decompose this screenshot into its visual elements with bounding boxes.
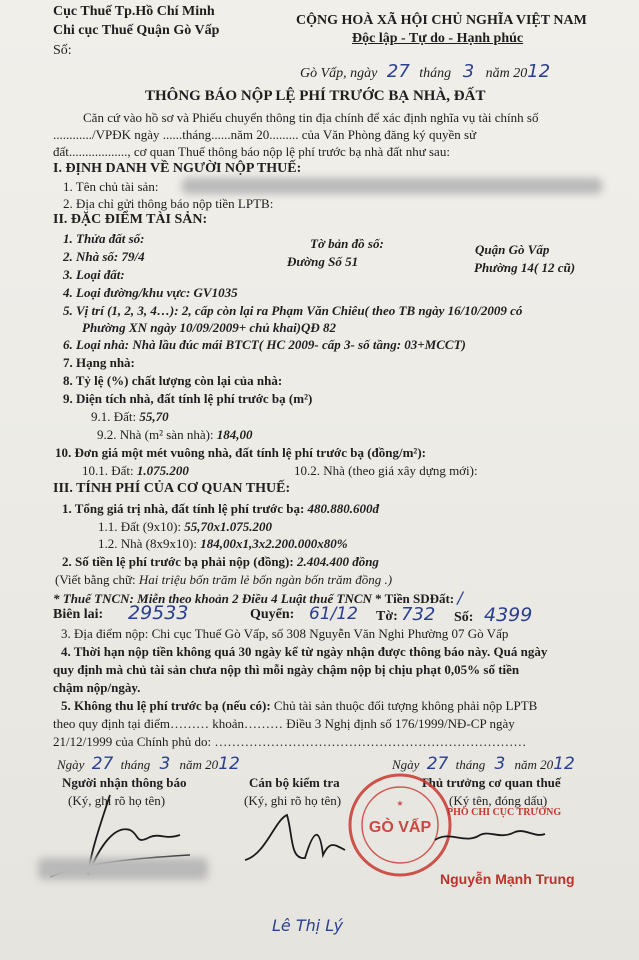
house-number-value: 79/4 [121, 249, 145, 264]
quality-ratio-label: 8. Tỷ lệ (%) chất lượng còn lại của nhà: [63, 373, 283, 388]
intro-line-3: đất.................., cơ quan Thuế thông báo nộp lệ phí trước bạ nhà đất như sau: [53, 144, 450, 159]
right-month: 3 [494, 754, 506, 774]
house-type [63, 338, 466, 351]
number-value: 4399 [484, 604, 533, 626]
left-day: 27 [91, 754, 114, 774]
right-day: 27 [426, 754, 449, 774]
document-number-label: Số: [53, 43, 72, 58]
total-value [62, 502, 379, 515]
signer-name: Nguyễn Mạnh Trung [440, 871, 575, 887]
notice-address-label: 2. Địa chỉ gửi thông báo nộp tiền LPTB: [63, 196, 274, 211]
floor-area-label: 9.2. Nhà (m² sàn nhà): [97, 427, 214, 442]
house-class-label: 7. Hạng nhà: [63, 355, 135, 370]
land-area [91, 410, 169, 423]
pit-label: * Thuế TNCN: [53, 591, 134, 606]
sheet-label: Tờ: [376, 609, 398, 624]
number-label: Số: [454, 610, 474, 625]
checker-name: Lê Thị Lý [272, 916, 344, 935]
fee-payable [62, 555, 379, 568]
receipt-value: 29533 [128, 602, 189, 624]
ward-value: 14( 12 cũ) [520, 260, 576, 275]
position-value-cont: Phường XN ngày 10/09/2009+ chủ khai)QĐ 82 [82, 320, 337, 335]
head-subtitle: (Ký tên, đóng dấu) [449, 793, 548, 808]
month-label: tháng [419, 66, 452, 81]
stamp-text: GÒ VẤP [368, 819, 432, 836]
land-area-value: 55,70 [139, 409, 169, 424]
date-month: 3 [462, 61, 475, 82]
payment-deadline-3: chậm nộp/ngày. [53, 680, 141, 695]
house-calc-value: 184,00x1,3x2.200.000x80% [200, 536, 348, 551]
total-value-amount: 480.880.600đ [307, 501, 380, 516]
area-label: 9. Diện tích nhà, đất tính lệ phí trước bạ (m²) [63, 391, 313, 406]
house-number-label: 2. Nhà số: [63, 249, 119, 264]
land-plot-label: 1. Thửa đất số: [63, 231, 145, 246]
right-day-label: Ngày [392, 757, 420, 772]
position-value: 2, cấp còn lại ra Phạm Văn Chiêu( theo TB ngày 16/10/2009 có [181, 303, 523, 318]
left-day-label: Ngày [57, 757, 85, 772]
district-label: Quận Gò Vấp [475, 242, 550, 257]
book-label: Quyển: [250, 607, 295, 622]
redacted-recipient-name [38, 858, 208, 880]
exemption-text: Chủ tài sản thuộc đối tượng không phải nộp LPTB [270, 698, 538, 713]
book-value: 61/12 [309, 604, 358, 624]
house-calc-label: 1.2. Nhà (8x9x10): [98, 536, 197, 551]
land-unit-price [82, 464, 189, 477]
land-use-fee-value: / [457, 588, 463, 607]
floor-area-value: 184,00 [216, 427, 253, 442]
house-unit-price-label: 10.2. Nhà (theo giá xây dựng mới): [294, 463, 478, 478]
place-date-prefix: Gò Vấp, ngày [300, 66, 378, 81]
total-value-label: 1. Tổng giá trị nhà, đất tính lệ phí trước bạ: [62, 501, 305, 516]
fee-payable-label: 2. Số tiền lệ phí trước bạ phải nộp (đồng): [62, 554, 294, 569]
owner-name-label: 1. Tên chủ tài sản: [63, 179, 159, 194]
house-number [63, 250, 145, 263]
land-calc-label: 1.1. Đất (9x10): [98, 519, 182, 534]
road-type-label: 4. Loại đường/khu vực: [63, 285, 191, 300]
document-title: THÔNG BÁO NỘP LỆ PHÍ TRƯỚC BẠ NHÀ, ĐẤT [145, 88, 486, 104]
date-day: 27 [386, 61, 410, 82]
land-area-label: 9.1. Đất: [91, 409, 137, 424]
street-value: Số 51 [328, 254, 359, 269]
land-unit-price-label: 10.1. Đất: [82, 463, 134, 478]
land-calc-value: 55,70x1.075.200 [184, 519, 273, 534]
ward-label: Phường [474, 260, 518, 275]
position-label: 5. Vị trí (1, 2, 3, 4…): [63, 303, 179, 318]
unit-price-label: 10. Đơn giá một mét vuông nhà, đất tính lệ phí trước bạ (đồng/m²): [55, 445, 426, 460]
exemption-line-1 [61, 699, 537, 712]
map-sheet-label: Tờ bản đồ số: [310, 236, 384, 251]
recipient-subtitle: (Ký, ghi rõ họ tên) [68, 793, 166, 808]
pit-value: Miễn theo khoản 2 Điều 4 Luật thuế TNCN [137, 591, 372, 606]
right-year: 12 [553, 754, 575, 774]
stamp-mark-icon: ★ [396, 799, 404, 808]
fee-payable-value: 2.404.400 đồng [296, 554, 379, 569]
receipt-label: Biên lai: [53, 607, 104, 622]
subagency-name: Chi cục Thuế Quận Gò Vấp [53, 23, 220, 38]
road-type-value: GV1035 [193, 285, 238, 300]
checker-subtitle: (Ký, ghi rõ họ tên) [244, 793, 342, 808]
place-date [300, 63, 550, 81]
land-type-label: 3. Loại đất: [63, 267, 125, 282]
floor-area [97, 428, 253, 441]
right-month-label: tháng [455, 757, 486, 772]
left-signature-date [57, 756, 240, 773]
exemption-label: 5. Không thu lệ phí trước bạ (nếu có): [61, 698, 271, 713]
street-label: Đường [287, 254, 325, 269]
date-year: 12 [527, 61, 551, 82]
redacted-owner-name [182, 178, 602, 194]
intro-line-1: Căn cứ vào hồ sơ và Phiếu chuyển thông tin địa chính để xác định nghĩa vụ tài chính số [83, 110, 539, 125]
ward [474, 261, 575, 274]
section-1-heading: I. ĐỊNH DANH VỀ NGƯỜI NỘP THUẾ: [53, 161, 302, 176]
right-year-label: năm 20 [514, 757, 554, 772]
payment-deadline-2: quy định mà chủ tài sản chưa nộp thì mỗi ngày chậm nộp bị chịu phạt 0,05% số tiền [53, 662, 520, 677]
exemption-line-2: theo quy định tại điểm……… khoản……… Điều 3 Nghị định số 176/1999/NĐ-CP ngày [53, 716, 515, 731]
recipient-title: Người nhận thông báo [62, 775, 187, 790]
nation-title: CỘNG HOÀ XÃ HỘI CHỦ NGHĨA VIỆT NAM [296, 13, 587, 28]
checker-signature-icon [235, 800, 355, 880]
section-3-heading: III. TÍNH PHÍ CỦA CƠ QUAN THUẾ: [53, 481, 291, 496]
left-month: 3 [159, 754, 171, 774]
head-title: Thủ trưởng cơ quan thuế [420, 775, 561, 790]
year-label: năm 20 [485, 66, 528, 81]
agency-name: Cục Thuế Tp.Hồ Chí Minh [53, 4, 215, 19]
checker-title: Cán bộ kiểm tra [249, 775, 340, 790]
sheet-value: 732 [401, 604, 436, 625]
road-type [63, 286, 238, 299]
head-signature-icon [430, 810, 550, 870]
payment-deadline-1: 4. Thời hạn nộp tiền không quá 30 ngày kể từ ngày nhận được thông báo này. Quá ngày [61, 644, 548, 659]
left-month-label: tháng [120, 757, 151, 772]
left-year: 12 [218, 754, 240, 774]
amount-in-words-value: Hai triệu bốn trăm lẻ bốn ngàn bốn trăm đồng .) [138, 572, 393, 587]
house-type-value: Nhà lầu đúc mái BTCT( HC 2009- cấp 3- số tầng: 03+MCCT) [132, 337, 466, 352]
land-use-fee-label: * Tiền SDĐất: [375, 591, 455, 606]
left-year-label: năm 20 [179, 757, 219, 772]
intro-line-2: ............/VPĐK ngày ......tháng......năm 20......... của Văn Phòng đăng ký quyền sử [53, 127, 477, 142]
section-2-heading: II. ĐẶC ĐIỂM TÀI SẢN: [53, 212, 208, 227]
house-type-label: 6. Loại nhà: [63, 337, 130, 352]
exemption-line-3: 21/12/1999 của Chính phủ do: ……………………………………………………………… [53, 734, 527, 749]
position [63, 304, 522, 317]
street [287, 255, 358, 268]
stamp-role: PHÓ CHI CỤC TRƯỞNG [447, 807, 562, 818]
amount-in-words [55, 573, 392, 586]
house-calc [98, 537, 348, 550]
land-calc [98, 520, 272, 533]
amount-in-words-label: (Viết bằng chữ: [55, 572, 136, 587]
land-unit-price-value: 1.075.200 [136, 463, 189, 478]
payment-location: 3. Địa điểm nộp: Chi cục Thuế Gò Vấp, số 308 Nguyễn Văn Nghi Phường 07 Gò Vấp [61, 626, 509, 641]
nation-motto: Độc lập - Tự do - Hạnh phúc [352, 31, 524, 46]
